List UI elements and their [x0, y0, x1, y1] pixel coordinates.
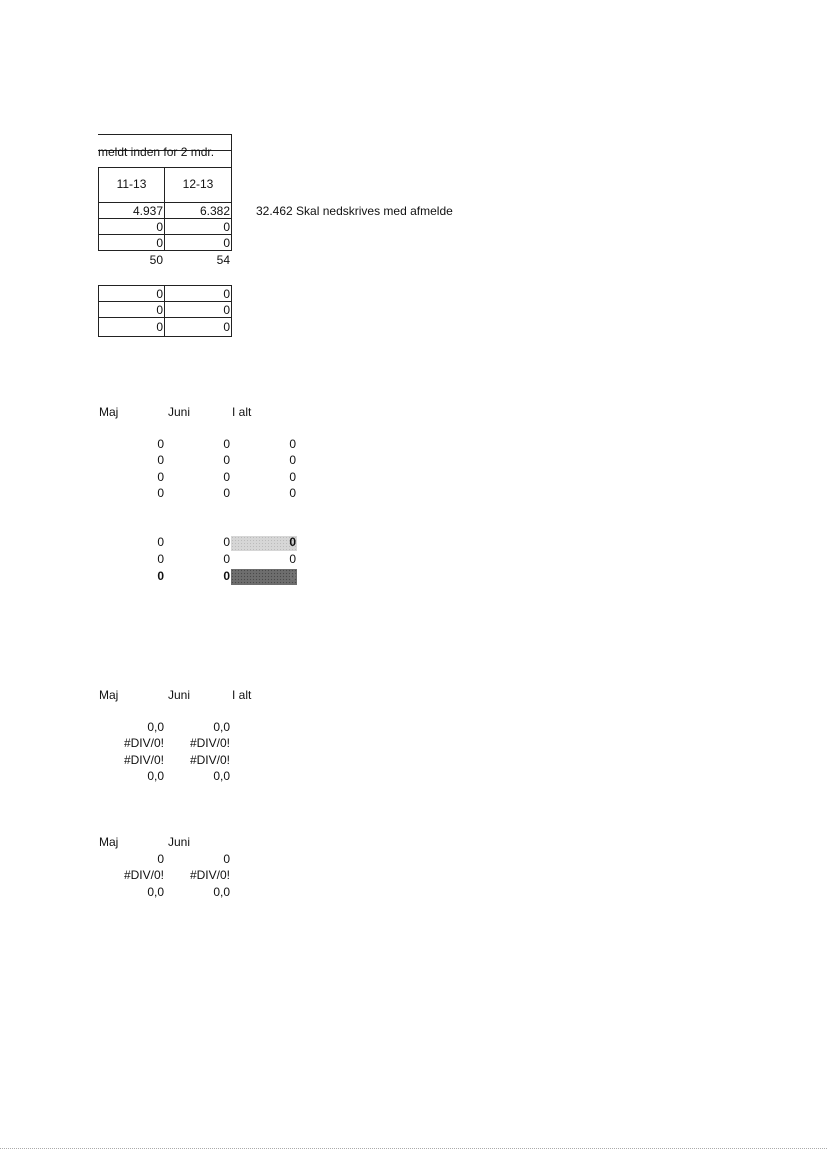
table-1-border-header-top	[98, 167, 232, 168]
section-1-r3c2: 0	[223, 470, 230, 484]
section-1-r3c3: 0	[289, 470, 296, 484]
section-2-r1c2: 0,0	[213, 720, 230, 734]
section-3-header-juni: Juni	[168, 835, 191, 849]
section-1-r2c2: 0	[223, 453, 230, 467]
table-2-border-row-1	[98, 301, 232, 302]
section-1-r2c1: 0	[157, 453, 164, 467]
table-1-border-row-1	[98, 218, 232, 219]
section-3-r2c2: #DIV/0!	[189, 868, 230, 882]
section-2-r4c2: 0,0	[213, 769, 230, 783]
table-1-cell-r1c2: 6.382	[199, 204, 230, 218]
section-3-r2c1: #DIV/0!	[123, 868, 164, 882]
section-1-r1c3: 0	[289, 437, 296, 451]
table-1-title-text: meldt inden for 2 mdr.	[98, 145, 215, 158]
section-1-s2-r2c2: 0	[223, 552, 230, 566]
table-2-border-row-2	[98, 317, 232, 318]
section-1-s2-r2c3: 0	[289, 552, 296, 566]
section-2-header-ialt: I alt	[232, 688, 252, 702]
section-1-header-ialt: I alt	[232, 405, 252, 419]
section-2-header-maj: Maj	[99, 688, 119, 702]
section-1-r2c3: 0	[289, 453, 296, 467]
table-2-border-top	[98, 285, 232, 286]
table-1-note	[256, 204, 453, 218]
section-2-header-juni: Juni	[168, 688, 191, 702]
table-2-cell-r3c1: 0	[156, 320, 163, 334]
section-2-r3c2: #DIV/0!	[189, 753, 230, 767]
table-1-col-header-1: 11-13	[116, 177, 147, 191]
table-2-cell-r3c2: 0	[223, 320, 230, 334]
page-bottom-edge	[0, 1148, 827, 1149]
table-1-border-row-2	[98, 234, 232, 235]
section-1-r1c2: 0	[223, 437, 230, 451]
section-1-r1c1: 0	[157, 437, 164, 451]
table-1-cell-r2c1: 0	[156, 220, 163, 234]
table-1-cell-r1c1: 4.937	[132, 204, 163, 218]
section-1-s2-r1c2: 0	[223, 535, 230, 549]
table-1-border-top	[98, 134, 232, 135]
section-3-r3c2: 0,0	[213, 885, 230, 899]
section-1-s2-r3c3: 0	[289, 569, 296, 583]
table-2-cell-r2c1: 0	[156, 303, 163, 317]
section-1-r4c2: 0	[223, 486, 230, 500]
section-1-s2-r1c1: 0	[157, 535, 164, 549]
section-1-s2-r1c3: 0	[289, 535, 296, 549]
section-3-r1c2: 0	[223, 852, 230, 866]
section-2-r1c1: 0,0	[147, 720, 164, 734]
section-1-header-juni: Juni	[168, 405, 191, 419]
section-2-r2c2: #DIV/0!	[189, 736, 230, 750]
table-1-note-text: Skal nedskrives med afmelde	[296, 204, 453, 218]
section-1-s2-r3c2: 0	[223, 569, 230, 583]
table-1-cell-r2c2: 0	[223, 220, 230, 234]
section-3-r3c1: 0,0	[147, 885, 164, 899]
section-1-r4c3: 0	[289, 486, 296, 500]
section-3-r1c1: 0	[157, 852, 164, 866]
section-1-r4c1: 0	[157, 486, 164, 500]
table-2-cell-r1c2: 0	[223, 287, 230, 301]
table-1-border-header-bottom	[98, 202, 232, 203]
table-2-cell-r1c1: 0	[156, 287, 163, 301]
table-1-border-right-title	[231, 134, 232, 168]
table-1-total-1: 50	[149, 253, 163, 267]
table-2-border-bottom	[98, 336, 232, 337]
table-2-cell-r2c2: 0	[223, 303, 230, 317]
section-2-r2c1: #DIV/0!	[123, 736, 164, 750]
section-1-s2-r3c1: 0	[157, 569, 164, 583]
section-2-r4c1: 0,0	[147, 769, 164, 783]
section-1-header-maj: Maj	[99, 405, 119, 419]
section-1-s2-r2c1: 0	[157, 552, 164, 566]
table-1-col-header-2: 12-13	[182, 177, 214, 191]
table-2-border-right	[231, 285, 232, 337]
table-1-border-right	[231, 167, 232, 251]
table-1-total-2: 54	[216, 253, 230, 267]
table-1-note-value: 32.462	[256, 204, 293, 218]
table-1-title-clipped	[98, 142, 231, 158]
section-3-header-maj: Maj	[99, 835, 119, 849]
table-1-border-row-3	[98, 250, 232, 251]
table-1-cell-r3c1: 0	[156, 236, 163, 250]
section-1-r3c1: 0	[157, 470, 164, 484]
table-1-cell-r3c2: 0	[223, 236, 230, 250]
section-2-r3c1: #DIV/0!	[123, 753, 164, 767]
